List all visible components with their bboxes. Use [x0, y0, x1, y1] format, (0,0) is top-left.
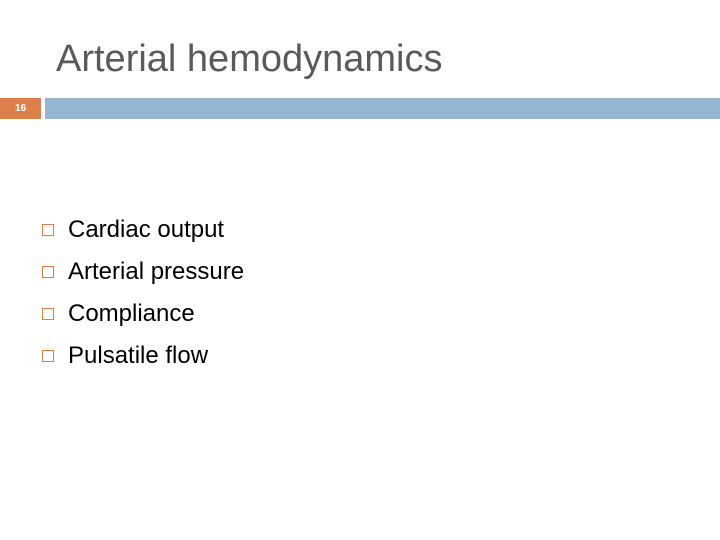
hollow-square-icon — [42, 308, 54, 320]
list-item — [40, 209, 244, 251]
list-item — [40, 251, 244, 293]
list-item — [40, 293, 244, 335]
slide-number: 16 — [14, 103, 27, 114]
bullet-text: Arterial pressure — [68, 258, 245, 285]
bullet-list — [40, 209, 244, 377]
list-item — [40, 335, 244, 377]
bullet-text: Pulsatile flow — [68, 342, 209, 369]
slide-number-box — [0, 98, 41, 119]
bullet-text: Compliance — [68, 300, 195, 327]
hollow-square-icon — [42, 266, 54, 278]
slide-title: Arterial hemodynamics — [56, 38, 443, 80]
bullet-text: Cardiac output — [68, 216, 225, 243]
hollow-square-icon — [42, 350, 54, 362]
hollow-square-icon — [42, 224, 54, 236]
title-bar — [45, 98, 720, 119]
